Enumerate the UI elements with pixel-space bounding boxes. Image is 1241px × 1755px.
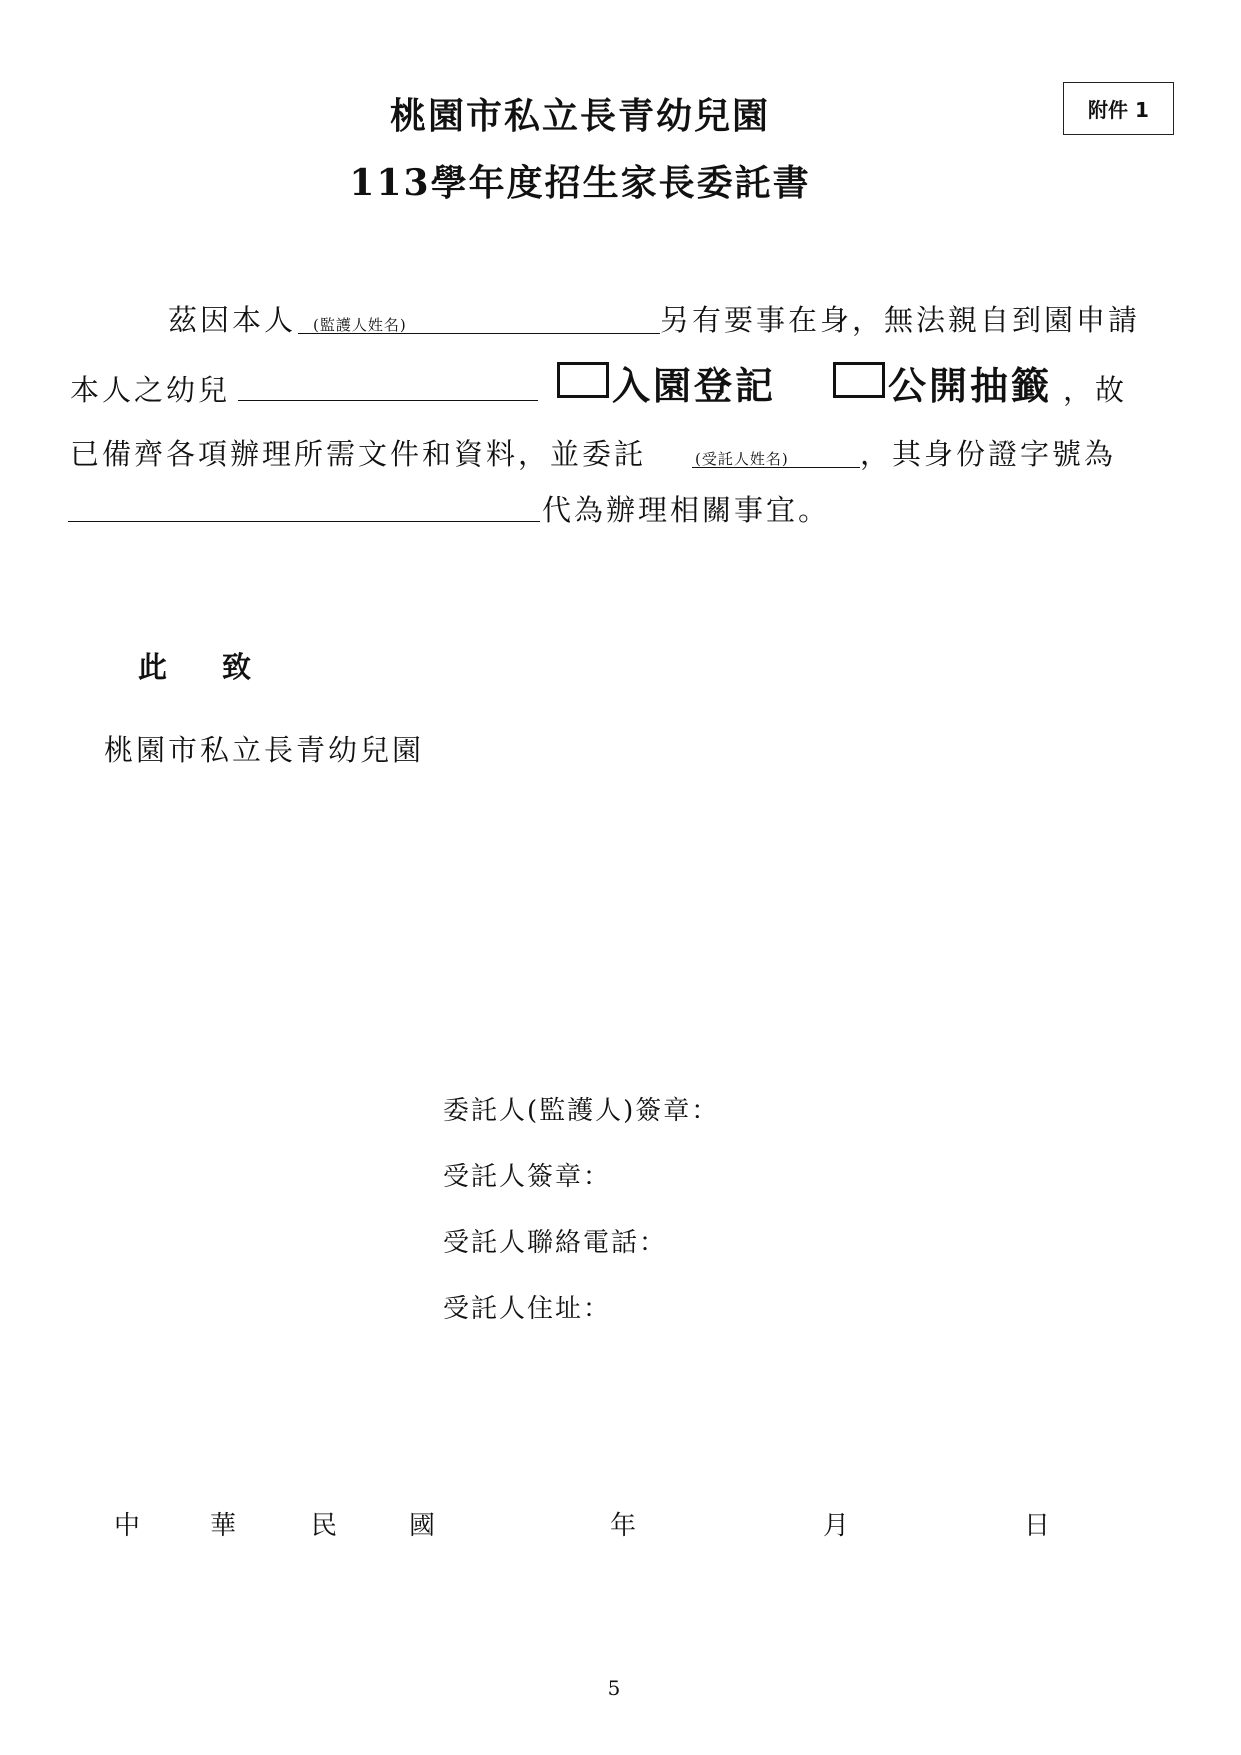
registration-option-label: 入園登記 (612, 363, 777, 408)
trustee-phone-label: 受託人聯絡電話： (443, 1228, 668, 1258)
date-month-label: 月 (823, 1511, 850, 1541)
trustee-address-label: 受託人住址： (443, 1294, 612, 1324)
recipient-name: 桃園市私立長青幼兒園 (104, 733, 425, 767)
lottery-checkbox[interactable] (833, 362, 885, 398)
salutation-zhi: 致 (222, 650, 252, 684)
document-subtitle: 113學年度招生家長委託書 (349, 162, 811, 204)
date-day-label: 日 (1024, 1511, 1051, 1541)
trustee-name-hint: (受託人姓名) (695, 450, 789, 468)
line3-suffix: ，其身份證字號為 (860, 437, 1117, 471)
date-char-guo: 國 (409, 1511, 436, 1541)
salutation-ci: 此 (138, 650, 168, 684)
guardian-name-field[interactable] (298, 333, 660, 334)
principal-signature-label: 委託人(監護人)簽章： (443, 1096, 720, 1126)
id-number-field[interactable] (68, 521, 540, 522)
line2-prefix: 本人之幼兒 (70, 373, 231, 407)
line1-suffix: 另有要事在身，無法親自到園申請 (660, 303, 1141, 337)
attachment-badge (1063, 82, 1174, 135)
line2-suffix: ，故 (1063, 373, 1128, 407)
line4-suffix: 代為辦理相關事宜。 (542, 493, 831, 527)
trustee-name-field[interactable] (692, 467, 860, 468)
line3-prefix: 已備齊各項辦理所需文件和資料，並委託 (70, 437, 647, 471)
line1-prefix: 茲因本人 (168, 303, 297, 337)
trustee-signature-label: 受託人簽章： (443, 1162, 612, 1192)
lottery-option-label: 公開抽籤 (888, 363, 1053, 408)
document-title: 桃園市私立長青幼兒園 (389, 95, 770, 137)
date-char-zhong: 中 (114, 1511, 141, 1541)
page-number: 5 (607, 1676, 621, 1700)
date-char-hua: 華 (210, 1511, 237, 1541)
attachment-label: 附件 1 (1088, 98, 1149, 122)
date-char-min: 民 (311, 1511, 338, 1541)
registration-checkbox[interactable] (557, 362, 609, 398)
guardian-name-hint: (監護人姓名) (313, 316, 407, 334)
child-name-field[interactable] (238, 400, 538, 401)
date-year-label: 年 (610, 1511, 637, 1541)
